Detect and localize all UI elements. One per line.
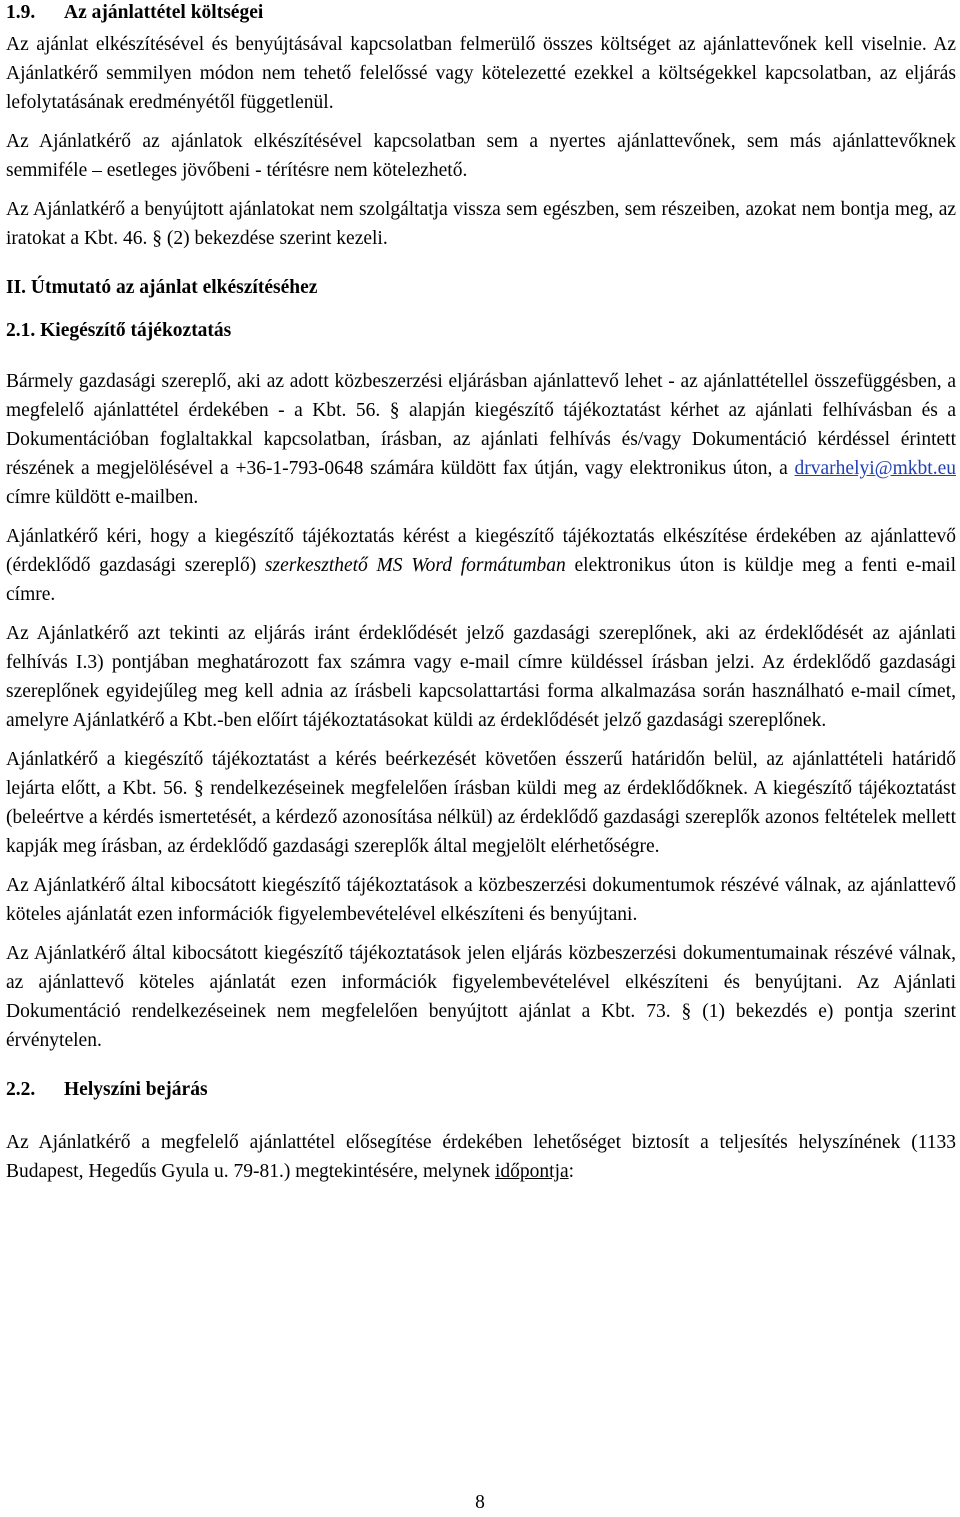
paragraph-word-format	[6, 522, 956, 609]
email-link[interactable]: drvarhelyi@mkbt.eu	[794, 458, 956, 479]
paragraph-site-visit	[6, 1128, 956, 1186]
paragraph-response-deadline: Ajánlatkérő a kiegészítő tájékoztatást a kérés beérkezését követően ésszerű határidőn belül, az ajánlattételi határidő lejárta előtt, a Kbt. 56. § rendelkezéseinek megfelelően írásban küldi meg az érdeklődőknek. A kiegészítő tájékoztatást (beleértve a kérdés ismertetését, a kérdező azonosítása nélkül) az érdeklődő gazdasági szereplők azonos feltételek mellett kapják meg írásban, az érdeklődő gazdasági szereplők által megjelölt elérhetőségre.	[6, 749, 956, 857]
text-segment: elektronikus úton is küldje meg a fenti e-mail címre.	[6, 555, 956, 605]
section-heading-2-2	[6, 1075, 956, 1104]
section-title: Az ajánlattétel költségei	[64, 2, 264, 23]
text-segment: Ajánlatkérő kéri, hogy a kiegészítő tájékoztatás kérést a kiegészítő tájékoztatás elkészítése érdekében az ajánlattevő (érdeklődő gazdasági szereplő)	[6, 526, 956, 576]
text-segment: :	[568, 1161, 575, 1182]
paragraph-invalid-offer: Az Ajánlatkérő által kibocsátott kiegészítő tájékoztatások jelen eljárás közbeszerzési dokumentumainak részévé válnak, az ajánlattevő köteles ajánlatát ezen információk figyelembevételével elkészíteni és benyújtani. Az Ajánlati Dokumentáció rendelkezéseinek nem megfelelően benyújtott ajánlat a Kbt. 73. § (1) bekezdés e) pontja szerint érvénytelen.	[6, 943, 956, 1051]
paragraph-no-compensation: Az Ajánlatkérő az ajánlatok elkészítésével kapcsolatban sem a nyertes ajánlattevőnek, sem más ajánlattevőknek semmiféle – esetleges jövőbeni - térítésre nem kötelezhető.	[6, 131, 956, 181]
text-segment: címre küldött e-mailben.	[6, 487, 199, 508]
underlined-text: időpontja	[495, 1161, 569, 1182]
section-number: 2.2.	[6, 1079, 36, 1100]
section-heading-1-9	[6, 0, 956, 26]
section-number: 1.9.	[6, 2, 36, 23]
paragraph-no-return: Az Ajánlatkérő a benyújtott ajánlatokat nem szolgáltatja vissza sem egészben, sem részeiben, azokat nem bontja meg, az iratokat a Kbt. 46. § (2) bekezdése szerint kezeli.	[6, 199, 956, 249]
paragraph-interested-party: Az Ajánlatkérő azt tekinti az eljárás iránt érdeklődését jelző gazdasági szereplőnek, aki az érdeklődését az ajánlati felhívás I.3) pontjában meghatározott fax számra vagy e-mail címre küldéssel írásban jelzi. Az érdeklődő gazdasági szereplőnek egyidejűleg meg kell adnia az írásbeli kapcsolattartási forma alkalmazása során használható e-mail címet, amelyre Ajánlatkérő a Kbt.-ben előírt tájékoztatásokat küldi az érdeklődését jelző gazdasági szereplőnek.	[6, 623, 956, 731]
section-heading-2-1: 2.1. Kiegészítő tájékoztatás	[6, 320, 232, 341]
italic-text: szerkeszthető MS Word formátumban	[264, 555, 566, 576]
page-number: 8	[475, 1492, 485, 1513]
section-title: Helyszíni bejárás	[64, 1079, 208, 1100]
section-heading-ii: II. Útmutató az ajánlat elkészítéséhez	[6, 277, 318, 298]
paragraph-documents-part: Az Ajánlatkérő által kibocsátott kiegészítő tájékoztatások a közbeszerzési dokumentumok részévé válnak, az ajánlattevő köteles ajánlatát ezen információk figyelembevételével elkészíteni és benyújtani.	[6, 875, 956, 925]
text-segment: Az Ajánlatkérő a megfelelő ajánlattétel elősegítése érdekében lehetőséget biztosít a teljesítés helyszínének (1133 Budapest, Hegedűs Gyula u. 79-81.) megtekintésére, melynek	[6, 1132, 956, 1182]
text-segment: Bármely gazdasági szereplő, aki az adott közbeszerzési eljárásban ajánlattevő lehet - az ajánlattétellel összefüggésben, a megfelelő ajánlattétel érdekében - a Kbt. 56. § alapján kiegészítő tájékoztatást kérhet az ajánlati felhívásban és a Dokumentációban foglaltakkal kapcsolatban, írásban, az ajánlati felhívás és/vagy Dokumentáció kérdéssel érintett részének a megjelölésével a +36-1-793-0648 számára küldött fax útján, vagy elektronikus úton, a	[6, 371, 956, 479]
paragraph-costs: Az ajánlat elkészítésével és benyújtásával kapcsolatban felmerülő összes költséget az ajánlattevőnek kell viselnie. Az Ajánlatkérő semmilyen módon nem tehető felelőssé vagy kötelezetté ezekkel a költségekkel kapcsolatban, az eljárás lefolytatásának eredményétől függetlenül.	[6, 34, 956, 113]
paragraph-info-request	[6, 367, 956, 512]
